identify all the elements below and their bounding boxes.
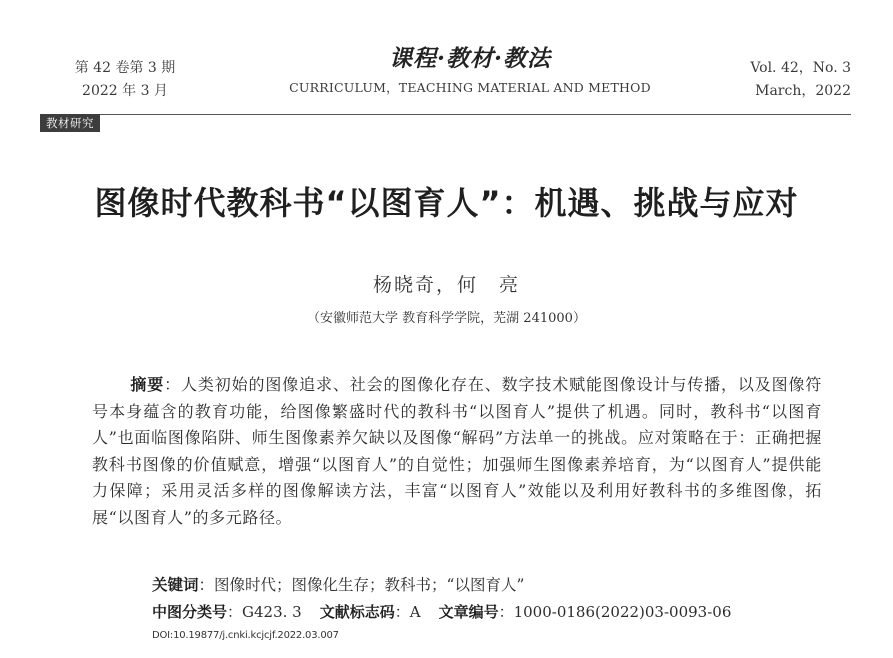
header-right — [721, 57, 851, 103]
authors: 杨晓奇，何 亮 — [372, 274, 520, 296]
doi[interactable]: DOI:10.19877/j.cnki.kcjcjf.2022.03.007 — [152, 630, 339, 641]
header-left — [60, 57, 190, 103]
classification-row — [152, 601, 731, 622]
section-tag: 教材研究 — [40, 114, 100, 132]
volume-issue-en: Vol. 42，No. 3 — [750, 60, 851, 76]
doc-code-label: 文献标志码 — [319, 603, 395, 621]
journal-title-en: CURRICULUM，TEACHING MATERIAL AND METHOD — [289, 80, 651, 95]
journal-masthead — [260, 44, 680, 96]
clc-label: 中图分类号 — [152, 603, 228, 621]
article-no-value: ：1000-0186(2022)03-0093-06 — [498, 603, 732, 621]
abstract-text: ：人类初始的图像追求、社会的图像化存在、数字技术赋能图像设计与传播，以及图像符号本身蕴含的教育功能，给图像繁盛时代的教科书“以图育人”提供了机遇。同时，教科书“以图育人”也面临图像陷阱、师生图像素养欠缺以及图像“解码”方法单一的挑战。应对策略在于：正确把握教科书图像的价值赋意，增强“以图育人”的自觉性；加强师生图像素养培育，为“以图育人”提供能力保障；采用灵活多样的图像解读方法，丰富“以图育人”效能以及利用好教科书的多维图像，拓展“以图育人”的多元路径。 — [92, 375, 823, 527]
date-cn: 2022 年 3 月 — [82, 83, 168, 99]
paper-title: 图像时代教科书“以图育人”：机遇、挑战与应对 — [94, 184, 799, 222]
journal-title-cn: 课程·教材·教法 — [388, 45, 551, 72]
abstract-label: 摘要 — [130, 375, 165, 394]
article-no-label: 文章编号 — [438, 603, 499, 621]
keywords-label: 关键词 — [152, 576, 199, 594]
doc-code-value: ：A — [394, 603, 421, 621]
keywords-text: ：图像时代；图像化生存；教科书；“以图育人” — [198, 576, 525, 594]
keywords — [152, 573, 524, 595]
volume-issue-cn: 第 42 卷第 3 期 — [74, 60, 176, 76]
affiliation: （安徽师范大学 教育科学学院，芜湖 241000） — [307, 311, 586, 326]
clc-value: ：G423. 3 — [227, 603, 302, 621]
header-rule — [40, 114, 851, 115]
date-en: March，2022 — [755, 83, 851, 99]
abstract — [92, 372, 822, 531]
